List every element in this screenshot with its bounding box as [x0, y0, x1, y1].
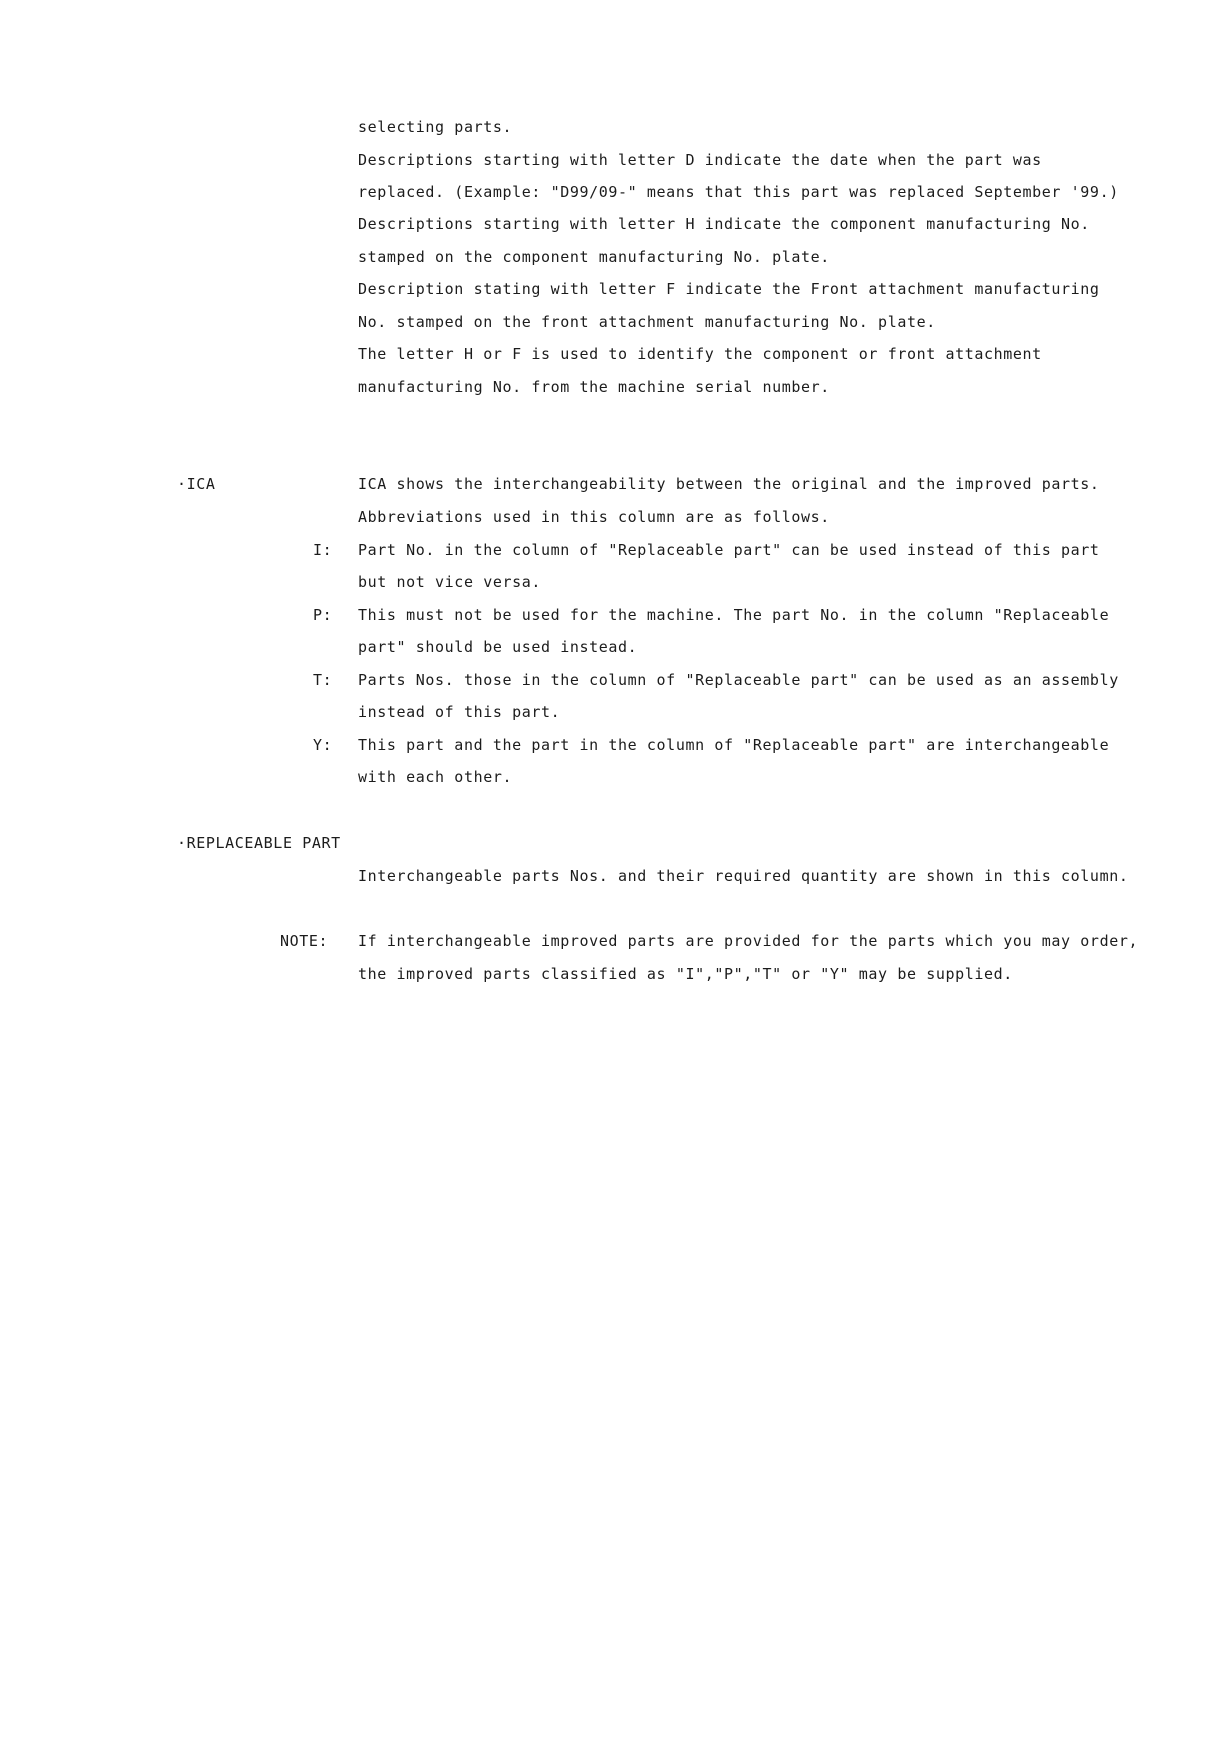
- ica-code-text: instead of this part.: [358, 703, 561, 721]
- ica-code-text: This must not be used for the machine. The part No. in the column "Replaceable: [358, 606, 1110, 624]
- ica-code-text: Parts Nos. those in the column of "Replaceable part" can be used as an assembly: [358, 671, 1119, 689]
- ica-code-text: but not vice versa.: [358, 573, 541, 591]
- intro-line: selecting parts.: [358, 118, 513, 136]
- intro-line: Descriptions starting with letter D indicate the date when the part was: [358, 151, 1042, 169]
- ica-code-text: Part No. in the column of "Replaceable part" can be used instead of this part: [358, 541, 1100, 559]
- ica-code-label: T:: [313, 671, 333, 689]
- ica-code-text: with each other.: [358, 768, 513, 786]
- intro-line: Description stating with letter F indicate the Front attachment manufacturing: [358, 280, 1100, 298]
- ica-code-text: This part and the part in the column of "Replaceable part" are interchangeable: [358, 736, 1110, 754]
- intro-line: stamped on the component manufacturing No. plate.: [358, 248, 830, 266]
- intro-line: No. stamped on the front attachment manufacturing No. plate.: [358, 313, 936, 331]
- intro-line: replaced. (Example: "D99/09-" means that this part was replaced September '99.): [358, 183, 1119, 201]
- ica-description-line: Abbreviations used in this column are as follows.: [358, 508, 830, 526]
- intro-line: Descriptions starting with letter H indicate the component manufacturing No.: [358, 215, 1090, 233]
- ica-code-label: P:: [313, 606, 333, 624]
- note-text: If interchangeable improved parts are provided for the parts which you may order,: [358, 932, 1139, 950]
- ica-heading: ·ICA: [177, 475, 216, 493]
- ica-code-label: I:: [313, 541, 333, 559]
- note-text: the improved parts classified as "I","P","T" or "Y" may be supplied.: [358, 965, 1013, 983]
- intro-line: manufacturing No. from the machine serial number.: [358, 378, 830, 396]
- ica-description-line: ICA shows the interchangeability between the original and the improved parts.: [358, 475, 1100, 493]
- ica-code-label: Y:: [313, 736, 333, 754]
- ica-code-text: part" should be used instead.: [358, 638, 638, 656]
- intro-line: The letter H or F is used to identify the component or front attachment: [358, 345, 1042, 363]
- note-label: NOTE:: [280, 932, 329, 950]
- replaceable-part-heading: ·REPLACEABLE PART: [177, 834, 341, 852]
- replaceable-part-line: Interchangeable parts Nos. and their required quantity are shown in this column.: [358, 867, 1129, 885]
